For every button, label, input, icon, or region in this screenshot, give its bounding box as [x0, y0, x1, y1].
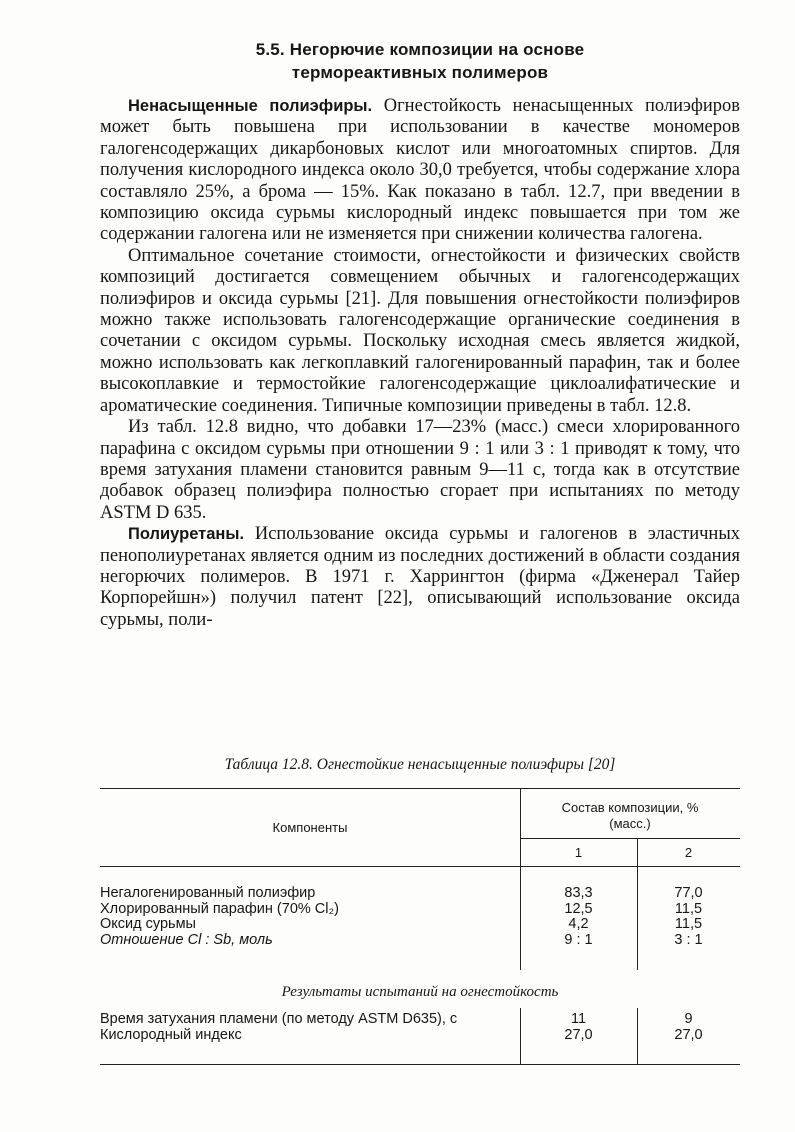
table-cell: 9	[684, 1011, 693, 1027]
column-2-values	[637, 886, 740, 948]
result-column-2	[637, 1012, 740, 1043]
header-col-1: 1	[574, 845, 583, 860]
table-caption: Таблица 12.8. Огнестойкие ненасыщенные полиэфиры [20]	[224, 756, 616, 773]
table-row-label: Хлорированный парафин (70% Cl₂)	[100, 900, 339, 917]
paragraph-1-text: Огнестойкость ненасыщенных полиэфиров может быть повышена при использовании в качестве мономеров галогенсодержащих дикарбоновых кислот или многоатомных спиртов. Для получения кислородного индекса около 30,0 требуется, чтобы содержание хлора составляло 25%, а брома — 15%. Как показано в табл. 12.7, при введении в композицию оксида сурьмы кислородный индекс повышается при том же содержании галогена или не изменяется при снижении количества галогена.	[100, 96, 741, 245]
paragraph-polyurethanes	[100, 524, 740, 631]
column-1-values	[520, 886, 637, 948]
result-column-1	[520, 1012, 637, 1043]
section-heading-line-2: термореактивных полимеров	[291, 63, 549, 82]
result-row-label: Время затухания пламени (по методу ASTM D635), с	[100, 1011, 458, 1027]
header-composition-unit: (масс.)	[609, 815, 651, 831]
header-components: Компоненты	[272, 820, 348, 835]
table-row-label: Оксид сурьмы	[100, 916, 196, 932]
paragraph-4-text: Использование оксида сурьмы и галогенов в эластичных пенополиуретанах является одним из последних достижений в области создания негорючих полимеров. В 1971 г. Харрингтон (фирма «Дженерал Тайер Корпорейшн») получил патент [22], описывающий использование оксида сурьмы, поли-	[100, 524, 740, 630]
table-cell: 12,5	[564, 900, 593, 917]
table-cell: 27,0	[674, 1026, 703, 1043]
table-cell: 3 : 1	[674, 931, 703, 948]
table-header-bottom-rule	[100, 866, 740, 867]
paragraph-table-discussion: Из табл. 12.8 видно, что добавки 17—23% (масс.) смеси хлорированного парафина с оксидом сурьмы при отношении 9 : 1 или 3 : 1 приводят к тому, что время затухания пламени становится равным 9—11 с, тогда как в отсутствие добавок образец полиэфира полностью сгорает при испытаниях по методу ASTM D 635.	[100, 417, 740, 523]
table-row-label: Негалогенированный полиэфир	[100, 885, 316, 901]
table-bottom-rule	[100, 1064, 740, 1065]
results-subheading: Результаты испытаний на огнестойкость	[281, 984, 559, 1000]
table-cell: 11,5	[674, 900, 703, 917]
header-col-2: 2	[684, 845, 693, 860]
section-heading	[100, 38, 740, 84]
paragraph-optimal-combination: Оптимальное сочетание стоимости, огнестойкости и физических свойств композиций достигается совмещением обычных и галогенсодержащих полиэфиров и оксида сурьмы [21]. Для повышения огнестойкости полиэфиров можно также использовать галогенсодержащие органические соединения в сочетании с оксидом сурьмы. Поскольку исходная смесь является жидкой, можно использовать как легкоплавкий галогенированный парафин, так и более высокоплавкие и термостойкие галогенсодержащие циклоалифатические и ароматические соединения. Типичные композиции приведены в табл. 12.8.	[100, 245, 740, 416]
table-cell: 27,0	[564, 1026, 593, 1043]
table-cell: 11,5	[674, 916, 703, 932]
table-cell: 4,2	[568, 916, 589, 932]
table-cell: 77,0	[674, 885, 703, 901]
table-cell: 9 : 1	[564, 931, 593, 948]
component-labels	[100, 886, 515, 948]
body-text	[100, 96, 740, 631]
header-composition	[520, 800, 740, 831]
table-header-mid-rule	[520, 838, 740, 839]
result-row-label: Кислородный индекс	[100, 1026, 242, 1043]
table-top-rule	[100, 788, 740, 789]
runin-heading-polyurethanes: Полиуретаны.	[128, 525, 245, 544]
table-cell: 11	[570, 1011, 587, 1027]
runin-heading-polyesters: Ненасыщенные полиэфиры.	[128, 97, 373, 115]
section-heading-line-1: 5.5. Негорючие композиции на основе	[255, 40, 585, 59]
table-cell: 83,3	[564, 885, 593, 901]
header-composition-label: Состав композиции, %	[561, 800, 699, 815]
result-labels	[100, 1012, 515, 1043]
table-row-label: Отношение Cl : Sb, моль	[100, 931, 273, 948]
paragraph-unsaturated-polyesters	[100, 96, 740, 246]
